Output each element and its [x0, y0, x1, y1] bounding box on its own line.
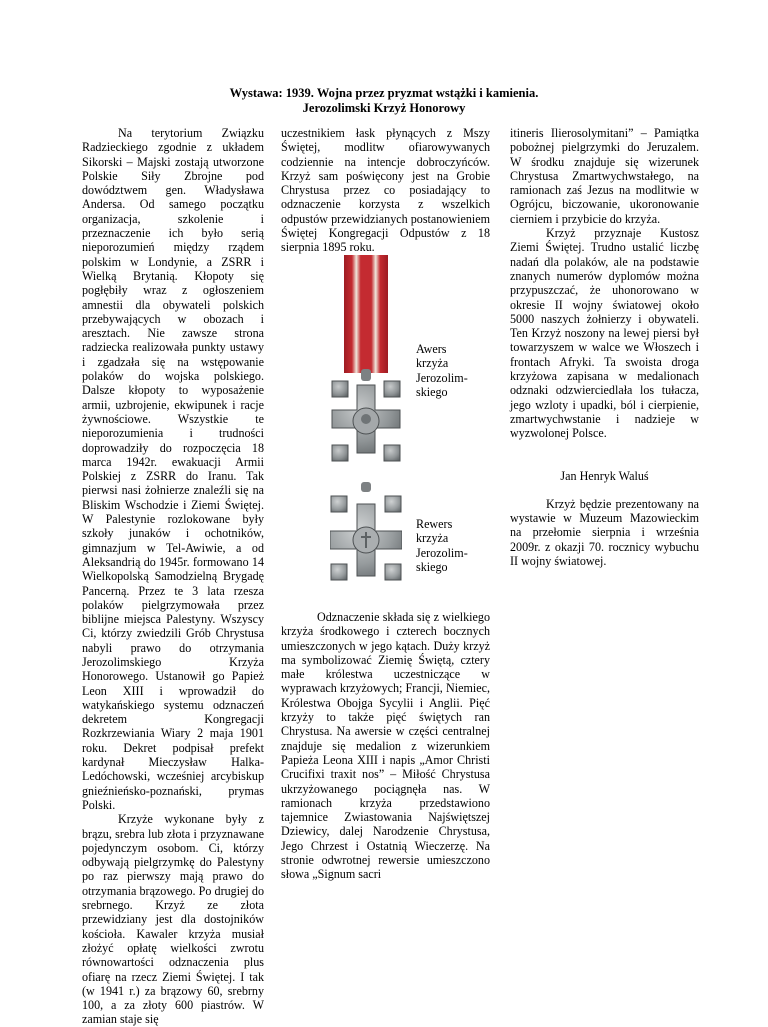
col2-paragraph-2: Odznaczenie składa się z wielkiego krzyża środkowego i czterech bocznych umieszczonych w jego kątach. Duży krzyż ma symbolizować Ziemię Świętą, cztery małe królestwa uczestniczące w wyprawach krzyżowych; Francji, Niemiec, Królestwa Obojga Sycylii i Anglii. Pięć krzyży to także pięć świętych ran Chrystusa. Na awersie w części centralnej znajduje się medalion z wizerunkiem Papieża Leona XIII i napis „Amor Christi Crucifixi traxit nos” – Miłość Chrystusa ukrzyżowanego pociągnęła nas. W ramionach krzyża przedstawiono tajemnice Zwiastowania Najświętszej Dziewicy, dalej Narodzenie Chrystusa, Jego Chrzest i Ostatnią Wieczerzę. Na stronie odwrotnej rewersie umieszczono słowa „Signum sacri: [281, 610, 490, 882]
col3-paragraph-3: Krzyż będzie prezentowany na wystawie w Muzeum Mazowieckim na przełomie sierpnia i września 2009r. z okazji 70. rocznicy wybuchu II wojny światowej.: [510, 496, 699, 569]
col1-paragraph-2: Krzyże wykonane były z brązu, srebra lub złota i przyznawane pojedynczym osobom. Ci, którzy odbywają pielgrzymkę do Palestyny po raz pierwszy mają prawo do otrzymania brązowego. Po drugiej do srebrnego. Krzyż ze złota przewidziany jest dla dostojników kościoła. Kawaler krzyża musiał złożyć opłatę wielkości zwrotu równowartości odznaczenia plus ofiarę na rzecz Ziemi Świętej. I tak (w 1941 r.) za brązowy 60, srebrny 100, a za złoty 600 piastrów. W zamian staje się: [82, 812, 264, 1027]
page-title: [0, 86, 768, 116]
column-2-top: [281, 126, 490, 255]
col3-paragraph-1: itineris Ilierosolymitani” – Pamiątka pobożnej pielgrzymki do Jeruzalem. W środku znajduje się wizerunek Chrystusa Zmartwychwstałego, na ramionach zaś Jezus na modlitwie w Ogrójcu, biczowanie, ukoronowanie cierniem i przybicie do krzyża.: [510, 126, 699, 226]
title-line-2: Jerozolimski Krzyż Honorowy: [302, 101, 466, 115]
title-line-1: Wystawa: 1939. Wojna przez pryzmat wstążki i kamienia.: [229, 86, 539, 100]
medal-reverse-image: [330, 482, 402, 597]
col2-paragraph-1: uczestnikiem łask płynących z Mszy Świętej, modlitw ofiarowywanych codziennie na intencje dobroczyńców. Krzyż sam poświęcony jest na Grobie Chrystusa przez co posiadający to odznaczenie korzysta z wszelkich odpustów przewidzianych postanowieniem Świętej Kongregacji Odpustów z 18 sierpnia 1895 roku.: [281, 126, 490, 255]
caption-obverse-line: Awers: [416, 342, 447, 356]
caption-reverse-line: Jerozolim-: [416, 545, 468, 560]
column-1: [82, 126, 264, 1027]
caption-reverse-line: Rewers: [416, 517, 453, 531]
col1-paragraph-1: Na terytorium Związku Radzieckiego zgodnie z układem Sikorski – Majski zostają utworzone Polskie Siły Zbrojne pod dowództwem gen. Władysława Andersa. Od samego początku organizacja, szkolenie i przeznaczenie ich było serią nieporozumień między rządem polskim w Londynie, a ZSRR i Wielką Brytanią. Kłopoty się pogłębiły wraz z ogłoszeniem amnestii dla obywateli polskich przebywających w obozach i aresztach. Nie zawsze strona radziecka realizowała punkty ustawy i zgadzała się na wstępowanie polaków do wojska polskiego. Dalsze kłopoty to wyposażenie armii, uzbrojenie, ekwipunek i racje żywnościowe. Wszystkie te nieporozumienia i trudności doprowadziły do rozpoczęcia 18 marca 1942r. ewakuacji Armii Polskiej z ZSRR do Iranu. Tak pierwsi nasi żołnierze znaleźli się na Bliskim Wschodzie i Ziemi Świętej. W Palestynie rozlokowane były szkoły junaków i ochotników, gimnazjum w Tel-Awiwie, a od Aleksandrią do 1945r. formowano 14 Wielkopolską Samodzielną Brygadę Pancerną. Przez te 3 lata rzesza polaków pielgrzymowała przez biblijne miejsca Palestyny. Wszyscy Ci, którzy zwiedzili Grób Chrystusa nabyli prawo do otrzymania Jerozolimskiego Krzyża Honorowego. Ustanowił go Papież Leon XIII i wprowadził do watykańskiego systemu odznaczeń dekretem Kongregacji Rozkrzewiania Wiary 2 maja 1901 roku. Dekret podpisał prefekt kardynał Mieczysław Halka-Ledóchowski, wcześniej arcybiskup gnieźnieńsko-poznański, prymas Polski.: [82, 126, 264, 812]
spacer: [510, 483, 699, 497]
caption-obverse: [416, 342, 491, 399]
author-name: Jan Henryk Waluś: [560, 468, 649, 483]
column-3: [510, 126, 699, 568]
caption-reverse: [416, 517, 491, 574]
caption-obverse-line: krzyża: [416, 356, 449, 371]
caption-reverse-line: krzyża: [416, 531, 449, 546]
caption-reverse-line: skiego: [416, 559, 448, 574]
spacer: [510, 441, 699, 469]
medal-obverse-image: [330, 255, 402, 470]
col3-paragraph-2: Krzyż przyznaje Kustosz Ziemi Świętej. Trudno ustalić liczbę nadań dla polaków, ale na podstawie znanych numerów dyplomów można przypuszczać, że uhonorowano w okresie II wojny światowej około 5000 naszych żołnierzy i obywateli. Ten Krzyż noszony na lewej piersi był towarzyszem w walce we Włoszech i frontach Afryki. Ta swoista droga krzyżowa zapisana w medalionach odznaki odzwierciedlała los tułacza, jego wzloty i upadki, ból i cierpienie, zmartwychwstanie i nadzieje w wyzwolonej Polsce.: [510, 226, 699, 441]
caption-obverse-line: Jerozolim-: [416, 370, 468, 385]
column-2-bottom: [281, 610, 490, 882]
caption-obverse-line: skiego: [416, 384, 448, 399]
